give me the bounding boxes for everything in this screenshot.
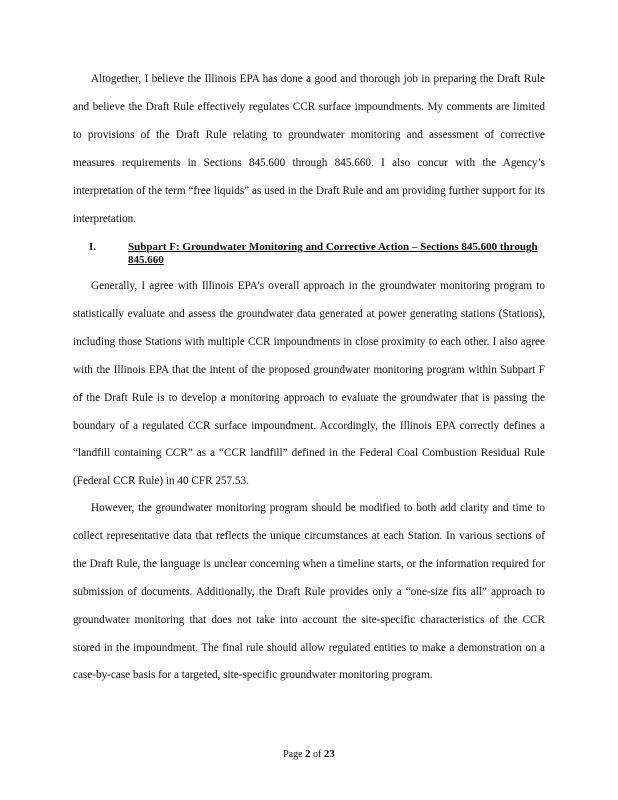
page-number: 2 <box>305 748 311 760</box>
however-paragraph: However, the groundwater monitoring program should be modified to both add clarity and time to collect representative data that reflects the unique circumstances at each Station. In various sections of the Draft Rule, the language is unclear concerning when a timeline starts, or the information required for submission of documents. Additionally, the Draft Rule provides only a “one-size fits all” approach to groundwater monitoring that does not take into account the site-specific characteristics of the CCR stored in the impoundment. The final rule should allow regulated entities to make a demonstration on a case-by-case basis for a targeted, site-specific groundwater monitoring program. <box>73 502 545 682</box>
total-pages: 23 <box>323 748 335 760</box>
page-footer <box>0 748 618 760</box>
section-title: Subpart F: Groundwater Monitoring and Corrective Action – Sections 845.600 through 845.660 <box>128 241 538 266</box>
section-number: I. <box>89 241 97 253</box>
of-label: of <box>313 749 322 760</box>
intro-paragraph: Altogether, I believe the Illinois EPA has done a good and thorough job in preparing the Draft Rule and believe the Draft Rule effectively regulates CCR surface impoundments. My comments are limited to provisions of the Draft Rule relating to groundwater monitoring and assessment of corrective measures requirements in Sections 845.600 through 845.660. I also concur with the Agency’s interpretation of the term “free liquids” as used in the Draft Rule and am providing further support for its interpretation. <box>73 73 545 225</box>
general-paragraph: Generally, I agree with Illinois EPA’s overall approach in the groundwater monitoring program to statistically evaluate and assess the groundwater data generated at power generating stations (Stations), including those Stations with multiple CCR impoundments in close proximity to each other. I also agree with the Illinois EPA that the intent of the proposed groundwater monitoring program within Subpart F of the Draft Rule is to develop a monitoring approach to evaluate the groundwater that is passing the boundary of a regulated CCR surface impoundment. Accordingly, the Illinois EPA correctly defines a “landfill containing CCR” as a “CCR landfill” defined in the Federal Coal Combustion Residual Rule (Federal CCR Rule) in 40 CFR 257.53. <box>73 280 545 488</box>
page-label: Page <box>283 749 303 760</box>
